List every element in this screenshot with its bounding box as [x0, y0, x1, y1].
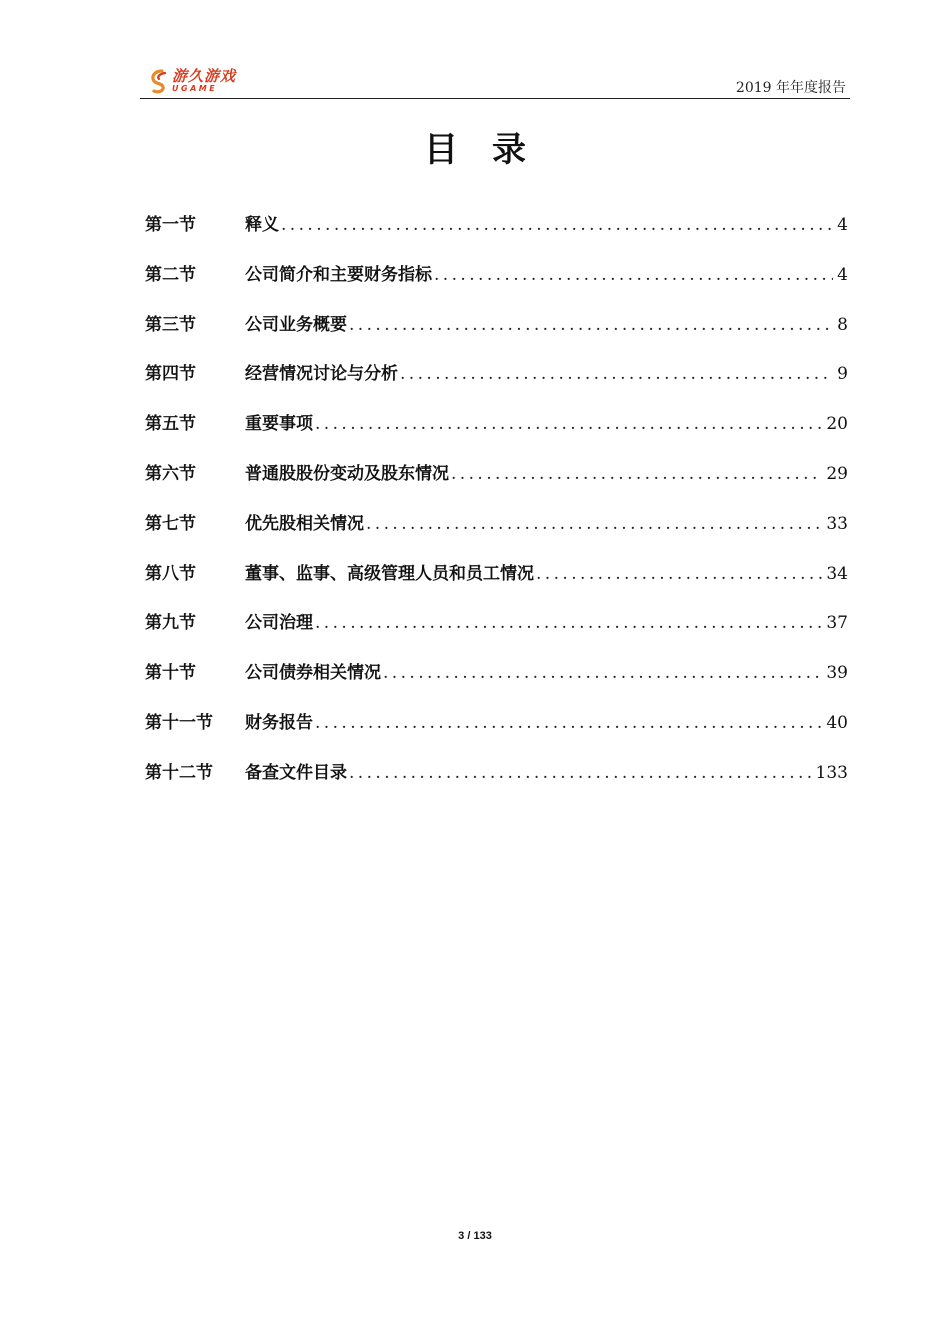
toc-section-title: 重要事项	[245, 414, 313, 435]
toc-section-number: 第十二节	[145, 762, 213, 783]
toc-page-number: 8	[837, 314, 848, 335]
toc-entry[interactable]	[145, 708, 848, 758]
toc-page-number: 40	[826, 712, 848, 733]
toc-page-number: 29	[826, 463, 848, 484]
toc-section-number: 第二节	[145, 264, 196, 285]
toc-section-number: 第一节	[145, 215, 196, 235]
toc-section-number: 第十节	[145, 663, 196, 684]
toc-section-number: 第三节	[145, 314, 196, 335]
toc-page-number: 33	[826, 513, 848, 534]
toc-section-title: 普通股股份变动及股东情况	[245, 463, 449, 484]
toc-entry[interactable]	[145, 559, 848, 609]
toc-section-number: 第七节	[145, 513, 196, 534]
toc-section-title: 公司业务概要	[245, 314, 347, 335]
toc-page-number: 4	[837, 215, 848, 235]
toc-entry[interactable]	[145, 310, 848, 360]
toc-page-number: 34	[826, 563, 848, 584]
page-title: 目录	[424, 130, 560, 170]
toc-leader-dots	[315, 613, 822, 633]
toc-section-title: 财务报告	[245, 712, 313, 733]
toc-section-number: 第五节	[145, 414, 196, 435]
toc-section-title: 备查文件目录	[245, 762, 347, 783]
page-indicator: 3 / 133	[458, 1230, 492, 1242]
toc-section-title: 公司债券相关情况	[245, 663, 381, 684]
logo-swirl-icon	[148, 68, 170, 94]
toc-leader-dots	[281, 215, 833, 235]
toc-section-title: 公司治理	[245, 613, 313, 634]
toc-entry[interactable]	[145, 260, 848, 310]
toc-section-number: 第九节	[145, 613, 196, 634]
toc-page-number: 9	[837, 364, 848, 385]
toc-section-title: 优先股相关情况	[245, 513, 364, 534]
toc-section-number: 第四节	[145, 364, 196, 385]
toc-leader-dots	[366, 514, 822, 534]
table-of-contents	[145, 210, 848, 808]
toc-leader-dots	[315, 414, 822, 434]
page-header	[140, 62, 850, 99]
toc-section-title: 经营情况讨论与分析	[245, 364, 398, 385]
toc-leader-dots	[383, 663, 822, 683]
toc-entry[interactable]	[145, 658, 848, 708]
toc-leader-dots	[315, 713, 822, 733]
toc-section-number: 第十一节	[145, 712, 213, 733]
company-logo	[148, 66, 236, 96]
report-label: 2019 年年度报告	[735, 80, 846, 96]
toc-leader-dots	[451, 464, 822, 484]
toc-page-number: 39	[826, 663, 848, 684]
toc-leader-dots	[536, 564, 822, 584]
toc-entry[interactable]	[145, 409, 848, 459]
toc-entry[interactable]	[145, 359, 848, 409]
toc-entry[interactable]	[145, 608, 848, 658]
toc-section-title: 公司简介和主要财务指标	[245, 264, 432, 285]
toc-entry[interactable]	[145, 758, 848, 808]
toc-section-title: 释义	[245, 215, 279, 235]
toc-leader-dots	[434, 265, 833, 285]
toc-page-number: 133	[815, 762, 848, 783]
toc-section-title: 董事、监事、高级管理人员和员工情况	[245, 563, 534, 584]
toc-section-number: 第八节	[145, 563, 196, 584]
toc-entry[interactable]	[145, 459, 848, 509]
toc-entry[interactable]	[145, 210, 848, 260]
logo-english-text: UGAME	[172, 84, 218, 93]
toc-page-number: 20	[826, 414, 848, 435]
toc-page-number: 4	[837, 264, 848, 285]
toc-page-number: 37	[826, 613, 848, 634]
toc-leader-dots	[400, 364, 833, 384]
toc-leader-dots	[349, 763, 812, 783]
logo-chinese-text: 游久游戏	[172, 67, 237, 85]
toc-entry[interactable]	[145, 509, 848, 559]
toc-section-number: 第六节	[145, 463, 196, 484]
toc-leader-dots	[349, 315, 833, 335]
